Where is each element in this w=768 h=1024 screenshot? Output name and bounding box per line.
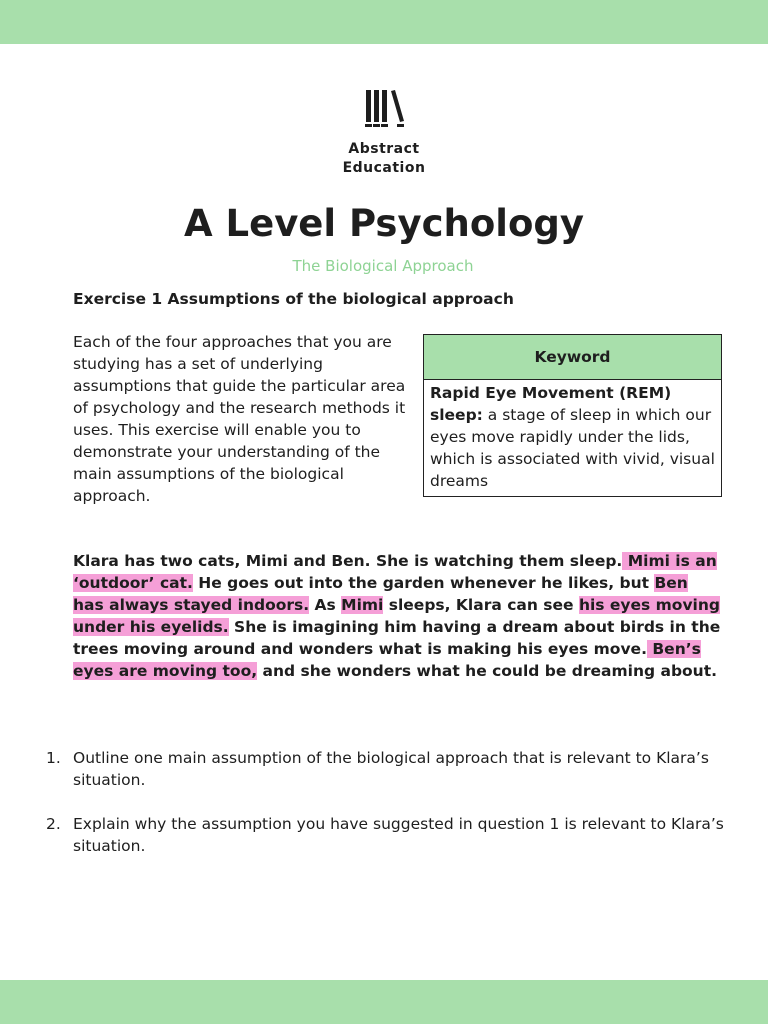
scenario-text: As	[309, 596, 342, 614]
scenario-text: and she wonders what he could be dreaming about.	[257, 662, 718, 680]
keyword-header: Keyword	[424, 335, 721, 380]
question-number: 2.	[46, 815, 61, 833]
page-subtitle: The Biological Approach	[292, 257, 474, 275]
scenario-text: He goes out into the garden whenever he likes, but	[192, 574, 655, 592]
scenario-highlight: Ben’s eyes are moving too,	[73, 640, 701, 680]
bottom-band	[0, 980, 768, 1024]
question-item	[46, 747, 726, 791]
keyword-definition	[424, 380, 721, 496]
keyword-definition-text: a stage of sleep in which our eyes move rapidly under the lids, which is associated with vivid, visual dreams	[430, 406, 715, 490]
top-band	[0, 0, 768, 44]
scenario-highlight: his eyes moving under his eyelids.	[73, 596, 721, 636]
brand-line-2: Education	[342, 160, 426, 176]
brand-line-1: Abstract	[348, 141, 420, 157]
keyword-term: Rapid Eye Movement (REM) sleep:	[430, 384, 672, 424]
scenario-text: Klara has two cats, Mimi and Ben. She is watching them sleep.	[73, 552, 623, 570]
scenario-highlight: Ben has always stayed indoors.	[73, 574, 688, 614]
scenario-text: She is imagining him having a dream about birds in the trees moving around and wonders what is making his eyes move.	[73, 618, 721, 658]
scenario-highlight: Mimi	[341, 596, 384, 614]
question-text: Outline one main assumption of the biological approach that is relevant to Klara’s situation.	[73, 749, 709, 789]
exercise-heading: Exercise 1 Assumptions of the biological approach	[73, 290, 514, 308]
scenario-paragraph	[73, 550, 723, 682]
question-text: Explain why the assumption you have suggested in question 1 is relevant to Klara’s situation.	[73, 815, 724, 855]
question-number: 1.	[46, 749, 61, 767]
keyword-box	[423, 334, 722, 497]
question-list	[46, 747, 726, 879]
intro-paragraph: Each of the four approaches that you are studying has a set of underlying assumptions that guide the particular area of psychology and the research methods it uses. This exercise will enable you to demonstrate your understanding of the main assumptions of the biological approach.	[73, 333, 406, 505]
brand-name	[284, 140, 484, 178]
question-item	[46, 813, 726, 857]
scenario-text: sleeps, Klara can see	[383, 596, 579, 614]
page-title: A Level Psychology	[184, 202, 584, 245]
books-icon	[364, 90, 406, 130]
scenario-highlight: Mimi is an ‘outdoor’ cat.	[73, 552, 717, 592]
